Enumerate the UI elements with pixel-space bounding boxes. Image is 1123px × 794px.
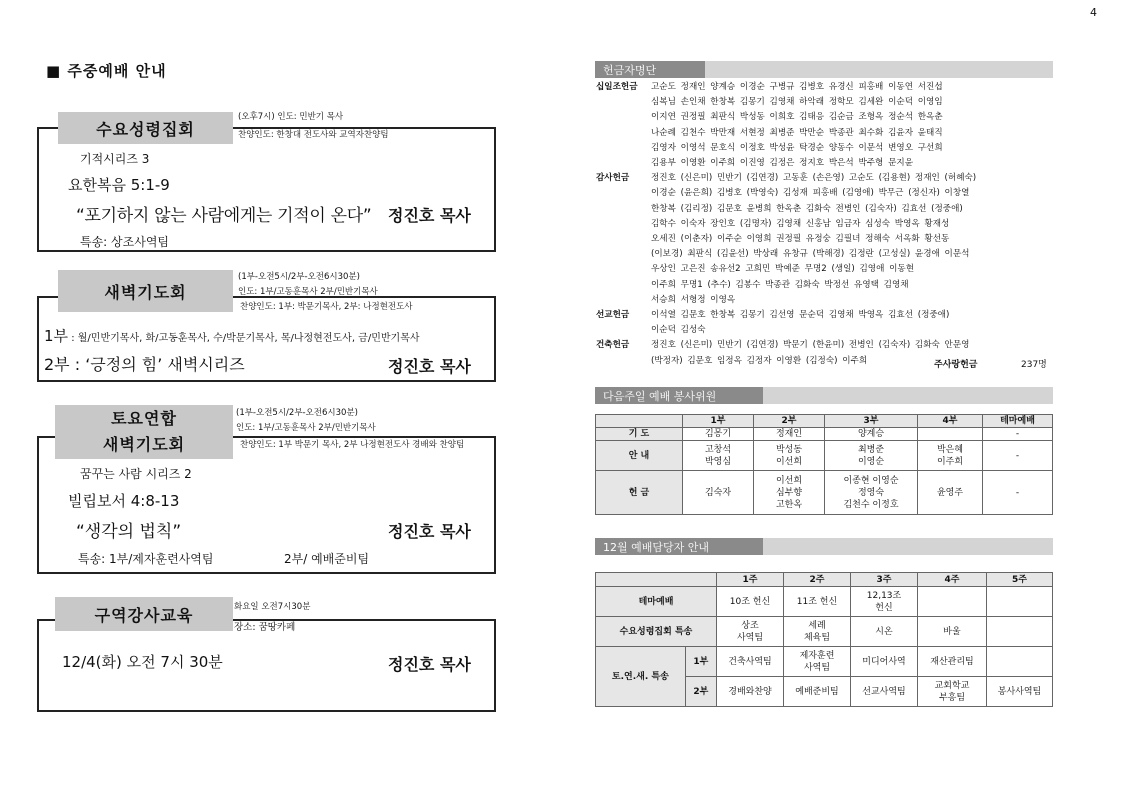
donor-category	[596, 232, 651, 247]
december-cell: 경배와찬양	[717, 677, 784, 707]
next-week-cell: 박성동 이선희	[754, 441, 825, 471]
next-week-cell: 김숙자	[683, 471, 754, 515]
donor-names: 한창복 (김리정) 김문호 윤병희 한옥춘 김화숙 전병인 (김숙자) 김효선 (정중애)	[651, 203, 963, 214]
next-week-col-3: 3부	[825, 415, 918, 428]
donor-row	[596, 354, 1054, 369]
donor-row	[596, 308, 1054, 323]
donor-row	[596, 171, 1054, 186]
donor-category	[596, 126, 651, 141]
december-cell	[987, 617, 1053, 647]
donor-category	[596, 110, 651, 125]
donor-category	[596, 141, 651, 156]
donor-row	[596, 141, 1054, 156]
december-col-week4: 4주	[918, 573, 987, 587]
dawn-pastor: 정진호 목사	[388, 357, 471, 376]
next-week-row-label: 헌 금	[596, 471, 683, 515]
wednesday-service-title: 수요성령집회	[58, 112, 233, 144]
donor-names: 이주희 무명1 (추수) 김봉수 박종관 김화숙 박정선 유영택 김영채	[651, 279, 909, 290]
next-week-cell: 이선희 심부향 고한옥	[754, 471, 825, 515]
dawn-info-leader: 인도: 1부/고동훈목사 2부/민반기목사	[238, 287, 378, 297]
saturday-series: 꿈꾸는 사람 시리즈 2	[80, 467, 192, 481]
education-datetime: 12/4(화) 오전 7시 30분	[62, 653, 223, 671]
donor-names: 김영자 이영석 문호식 이정호 박성윤 탁경순 양동수 이문석 변영오 구선희	[651, 142, 943, 153]
donor-category	[596, 293, 651, 308]
next-week-cell: 이종현 이영순 정영숙 김천수 이정호	[825, 471, 918, 515]
december-col-week3: 3주	[851, 573, 918, 587]
donor-names: 나순례 김천수 박만재 서현정 최병준 박만순 박종관 최수화 김윤자 윤태직	[651, 127, 943, 138]
page-number: 4	[1090, 6, 1097, 19]
donor-names: 이순덕 김성숙	[651, 325, 706, 336]
donor-row	[596, 126, 1054, 141]
donor-row	[596, 186, 1054, 201]
donor-row	[596, 202, 1054, 217]
saturday-info-time: (1부-오전5시/2부-오전6시30분)	[236, 408, 358, 418]
wednesday-series: 기적시리즈 3	[80, 152, 150, 166]
donor-row	[596, 323, 1054, 338]
december-header: 12월 예배담당자 안내	[595, 538, 763, 555]
december-cell: 교회학교 부흥팀	[918, 677, 987, 707]
next-week-cell: 고창석 박영심	[683, 441, 754, 471]
wednesday-sermon-title: “포기하지 않는 사람에게는 기적이 온다”	[76, 206, 372, 226]
next-week-col-2: 2부	[754, 415, 825, 428]
donor-names: (이보경) 최판식 (김윤선) 박상래 유창규 (박해경) 김정란 (고성실) 윤경애 이문석	[651, 249, 970, 260]
donor-row	[596, 217, 1054, 232]
dawn-second-service: 2부 : ‘긍정의 힘’ 새벽시리즈	[44, 355, 245, 374]
education-info-time: 화요일 오전7시30분	[234, 602, 311, 612]
next-week-cell: 양계승	[825, 428, 918, 441]
donor-row	[596, 338, 1054, 353]
next-week-row-label: 기 도	[596, 428, 683, 441]
next-week-cell: -	[983, 471, 1053, 515]
donor-names: 오세진 (이춘자) 이주순 이영희 권정필 유정숭 김필녀 정해숙 서옥화 황선동	[651, 234, 950, 245]
december-sub-label: 2부	[685, 677, 716, 707]
december-cell: 미디어사역	[851, 647, 918, 677]
dawn-first-service-head: 1부	[44, 327, 69, 345]
december-cell: 시온	[851, 617, 918, 647]
donor-names: 이지연 권정필 최판식 박성동 이희호 김태응 김순금 조형옥 정순석 한옥춘	[651, 112, 943, 123]
dawn-first-service	[44, 325, 420, 346]
donor-category	[596, 186, 651, 201]
donor-category: 선교헌금	[596, 310, 630, 321]
saturday-title-line1: 토요연합	[111, 409, 177, 428]
donor-row	[596, 95, 1054, 110]
december-col-week5: 5주	[987, 573, 1053, 587]
donor-list	[596, 80, 1054, 369]
donor-category	[596, 323, 651, 338]
next-week-col-theme: 테마예배	[983, 415, 1053, 428]
next-week-table	[595, 414, 1053, 515]
december-cell	[918, 587, 987, 617]
wednesday-info-time: (오후7시) 인도: 민반기 목사	[238, 112, 344, 122]
donor-names: 이석열 김문호 한창복 김몽기 김선영 문순덕 김영채 박영옥 김효선 (정중애)	[651, 310, 950, 321]
donor-row	[596, 293, 1054, 308]
donors-header: 헌금자명단	[595, 61, 705, 78]
next-week-cell: 최병준 이영순	[825, 441, 918, 471]
next-week-col-blank	[596, 415, 683, 428]
donor-row	[596, 232, 1054, 247]
wednesday-special-song: 특송: 상조사역팀	[80, 235, 170, 249]
education-pastor: 정진호 목사	[388, 655, 471, 674]
december-cell: 재산관리팀	[918, 647, 987, 677]
december-sub-label: 1부	[685, 647, 716, 677]
love-offering-count: 237명	[1021, 360, 1047, 370]
donor-category: 십일조헌금	[596, 82, 638, 92]
donor-names: 고순도 정재인 양계승 이경순 구병규 김병호 유경신 피홍배 이동연 서진섭	[651, 82, 943, 92]
next-week-cell: 박은혜 이주희	[918, 441, 983, 471]
december-cell	[987, 647, 1053, 677]
dawn-info-praise: 찬양인도: 1부: 박문기목사, 2부: 나정현전도사	[240, 302, 413, 312]
next-week-cell: 정재인	[754, 428, 825, 441]
donor-category	[596, 247, 651, 262]
next-week-col-4: 4부	[918, 415, 983, 428]
december-cell: 건축사역팀	[717, 647, 784, 677]
december-cell: 상조 사역팀	[717, 617, 784, 647]
december-cell: 예배준비팀	[784, 677, 851, 707]
next-week-header: 다음주일 예배 봉사위원	[595, 387, 763, 404]
december-cell: 제자훈련 사역팀	[784, 647, 851, 677]
saturday-sermon-title: “생각의 법칙”	[76, 522, 182, 542]
next-week-col-1: 1부	[683, 415, 754, 428]
education-title: 구역강사교육	[55, 597, 233, 631]
wednesday-info-praise: 찬양인도: 한창대 전도사와 교역자찬양팀	[238, 130, 389, 140]
wednesday-pastor: 정진호 목사	[388, 206, 471, 225]
donor-names: 김용부 이영환 이주희 이진영 김정은 정지호 박은석 박주형 문지윤	[651, 158, 913, 169]
donor-category	[596, 262, 651, 277]
saturday-info-leader: 인도: 1부/고동훈목사 2부/민반기목사	[236, 423, 376, 433]
december-col-blank	[596, 573, 717, 587]
donor-row	[596, 262, 1054, 277]
donor-category: 건축헌금	[596, 340, 630, 351]
donor-category	[596, 354, 651, 369]
december-cell: 선교사역팀	[851, 677, 918, 707]
december-cell: 봉사사역팀	[987, 677, 1053, 707]
donor-names: (박정자) 김문호 임정옥 김정자 이영환 (김정숙) 이주희	[651, 355, 868, 366]
saturday-special-first: 특송: 1부/제자훈련사역팀	[78, 552, 214, 566]
donor-row	[596, 278, 1054, 293]
donor-row	[596, 156, 1054, 171]
next-week-cell: 김몽기	[683, 428, 754, 441]
next-week-cell	[918, 428, 983, 441]
donor-names: 김학수 이숙자 장인호 (김명자) 김영채 신홍남 임금자 심성숙 박영옥 황재성	[651, 218, 950, 229]
donor-row	[596, 110, 1054, 125]
december-row-label: 테마예배	[596, 587, 717, 617]
donor-names: 이경순 (윤은희) 김병호 (박영숙) 김성재 피홍배 (김영애) 박무근 (정신자) 이창열	[651, 188, 970, 199]
saturday-info-praise: 찬양인도: 1부 박문기 목사, 2부 나정현전도사 경배와 찬양팀	[240, 440, 465, 450]
donor-category	[596, 278, 651, 293]
next-week-cell: -	[983, 441, 1053, 471]
december-cell: 11조 헌신	[784, 587, 851, 617]
december-cell: 세례 체육팀	[784, 617, 851, 647]
donor-names: 정진호 (신은미) 민반기 (김연경) 고동훈 (손은영) 고순도 (김용현) 정재인 (허혜숙)	[651, 173, 977, 184]
saturday-special-second: 2부/ 예배준비팀	[284, 552, 370, 566]
december-row-label: 수요성령집회 특송	[596, 617, 717, 647]
saturday-title-line2: 새벽기도회	[102, 435, 186, 454]
dawn-info-time: (1부-오전5시/2부-오전6시30분)	[238, 272, 360, 282]
december-cell: 10조 헌신	[717, 587, 784, 617]
next-week-cell: 윤영주	[918, 471, 983, 515]
saturday-scripture: 빌립보서 4:8-13	[68, 492, 180, 510]
love-offering-label: 주사랑헌금	[934, 360, 978, 370]
donor-category: 감사헌금	[596, 173, 630, 184]
dawn-first-service-schedule: : 월/민반기목사, 화/고동훈목사, 수/박문기목사, 목/나정현전도사, 금/민반기목사	[68, 333, 420, 344]
next-week-row-label: 안 내	[596, 441, 683, 471]
donor-row	[596, 80, 1054, 95]
december-cell	[987, 587, 1053, 617]
education-info-place: 장소: 꿈땅카페	[234, 622, 296, 633]
december-row-label: 토.연.새. 특송	[596, 647, 686, 707]
donor-names: 심복님 손인채 한창복 김몽기 김영채 하악래 정학모 김세완 이순덕 이영임	[651, 97, 943, 108]
donor-row	[596, 247, 1054, 262]
december-cell: 바울	[918, 617, 987, 647]
december-table	[595, 572, 1053, 707]
saturday-prayer-title	[55, 405, 233, 459]
donor-category	[596, 156, 651, 171]
donor-names: 서승희 서형정 이영옥	[651, 294, 736, 305]
wednesday-scripture: 요한복음 5:1-9	[68, 176, 170, 194]
donor-category	[596, 202, 651, 217]
donor-category	[596, 95, 651, 110]
dawn-prayer-title: 새벽기도회	[58, 270, 233, 312]
donor-category	[596, 217, 651, 232]
donor-names: 우상인 고은진 송유선2 고희민 박예준 무명2 (생일) 김영애 이동현	[651, 264, 915, 275]
next-week-cell: -	[983, 428, 1053, 441]
december-col-week2: 2주	[784, 573, 851, 587]
donor-names: 정진호 (신은미) 민반기 (김연경) 박문기 (한윤미) 전병인 (김숙자) 김화숙 안문영	[651, 340, 970, 351]
december-col-week1: 1주	[717, 573, 784, 587]
december-cell: 12,13조 헌신	[851, 587, 918, 617]
section-title: ■ 주중예배 안내	[46, 62, 167, 80]
saturday-pastor: 정진호 목사	[388, 522, 471, 541]
